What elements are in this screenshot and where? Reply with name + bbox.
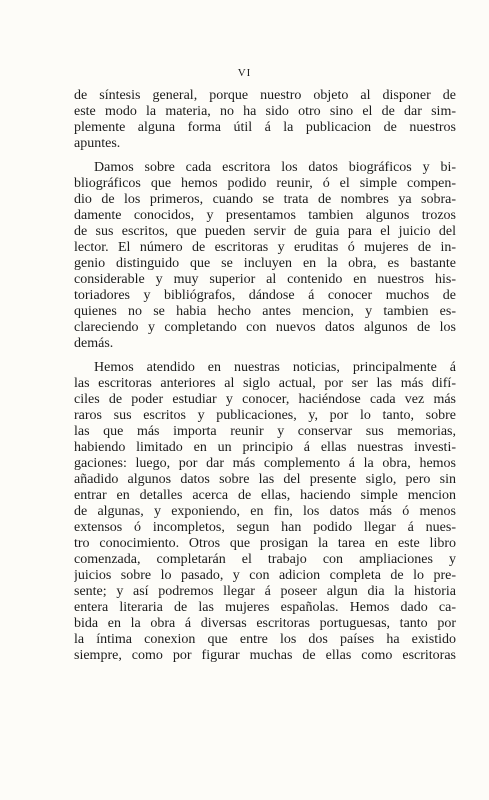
paragraph-2 bbox=[74, 160, 456, 352]
text-line: lector. El número de escritoras y eruditas ó mujeres de in- bbox=[74, 240, 456, 255]
text-line: bliográficos que hemos podido reunir, ó el simple compen- bbox=[74, 176, 456, 191]
text-line: Damos sobre cada escritora los datos biográficos y bi- bbox=[94, 160, 456, 175]
text-line: apuntes. bbox=[74, 136, 121, 151]
text-line: de algunas, y exponiendo, en fin, los datos más ó menos bbox=[74, 504, 456, 519]
text-line: entrar en detalles acerca de ellas, haciendo simple mencion bbox=[74, 488, 456, 503]
text-line: bida en la obra á diversas escritoras portuguesas, tanto por bbox=[74, 616, 456, 631]
text-line: añadido algunos datos sobre las del presente siglo, pero sin bbox=[74, 472, 456, 487]
text-line: las que más importa reunir y conservar sus memorias, bbox=[74, 424, 456, 439]
text-line: habiendo limitado en un principio á ellas nuestras investi- bbox=[74, 440, 456, 455]
text-line: de sus escritos, que pueden servir de guia para el juicio del bbox=[74, 224, 456, 239]
text-line: quienes no se habia hecho antes mencion, y tambien es- bbox=[74, 304, 456, 319]
text-line: de síntesis general, porque nuestro objeto al disponer de bbox=[74, 88, 456, 103]
text-line: siempre, como por figurar muchas de ellas como escritoras bbox=[74, 648, 456, 663]
text-line: toriadores y bibliógrafos, dándose á conocer muchos de bbox=[74, 288, 456, 303]
text-line: dio de los primeros, cuando se trata de nombres ya sobra- bbox=[74, 192, 456, 207]
paragraph-spacer bbox=[74, 152, 456, 160]
page-number: VI bbox=[237, 67, 252, 79]
body-text bbox=[74, 88, 456, 664]
text-line: plemente alguna forma útil á la publicacion de nuestros bbox=[74, 120, 456, 135]
text-line: este modo la materia, no ha sido otro sino el de dar sim- bbox=[74, 104, 456, 119]
text-line: sente; y así podremos llegar á poseer algun dia la historia bbox=[74, 584, 456, 599]
text-line: considerable y muy superior al contenido en nuestros his- bbox=[74, 272, 456, 287]
paragraph-1 bbox=[74, 88, 456, 152]
text-line: las escritoras anteriores al siglo actual, por ser las más difí- bbox=[74, 376, 456, 391]
text-line: tro conocimiento. Otros que prosigan la tarea en este libro bbox=[74, 536, 456, 551]
text-line: ciles de poder estudiar y conocer, haciéndose cada vez más bbox=[74, 392, 456, 407]
text-line: raros sus escritos y publicaciones, y, por lo tanto, sobre bbox=[74, 408, 456, 423]
paragraph-3 bbox=[74, 360, 456, 664]
text-line: gaciones: luego, por dar más complemento á la obra, hemos bbox=[74, 456, 456, 471]
text-line: entera literaria de las mujeres españolas. Hemos dado ca- bbox=[74, 600, 456, 615]
text-line: demás. bbox=[74, 336, 114, 351]
text-line: comenzada, completarán el trabajo con ampliaciones y bbox=[74, 552, 456, 567]
text-line: damente conocidos, y presentamos tambien algunos trozos bbox=[74, 208, 456, 223]
text-line: Hemos atendido en nuestras noticias, principalmente á bbox=[94, 360, 456, 375]
paragraph-spacer bbox=[74, 352, 456, 360]
text-line: clareciendo y completando con nuevos datos algunos de los bbox=[74, 320, 456, 335]
text-line: extensos ó incompletos, segun han podido llegar á nues- bbox=[74, 520, 456, 535]
text-line: juicios sobre lo pasado, y con adicion completa de lo pre- bbox=[74, 568, 456, 583]
text-line: genio distinguido que se incluyen en la obra, es bastante bbox=[74, 256, 456, 271]
text-line: la íntima conexion que entre los dos países ha existido bbox=[74, 632, 456, 647]
